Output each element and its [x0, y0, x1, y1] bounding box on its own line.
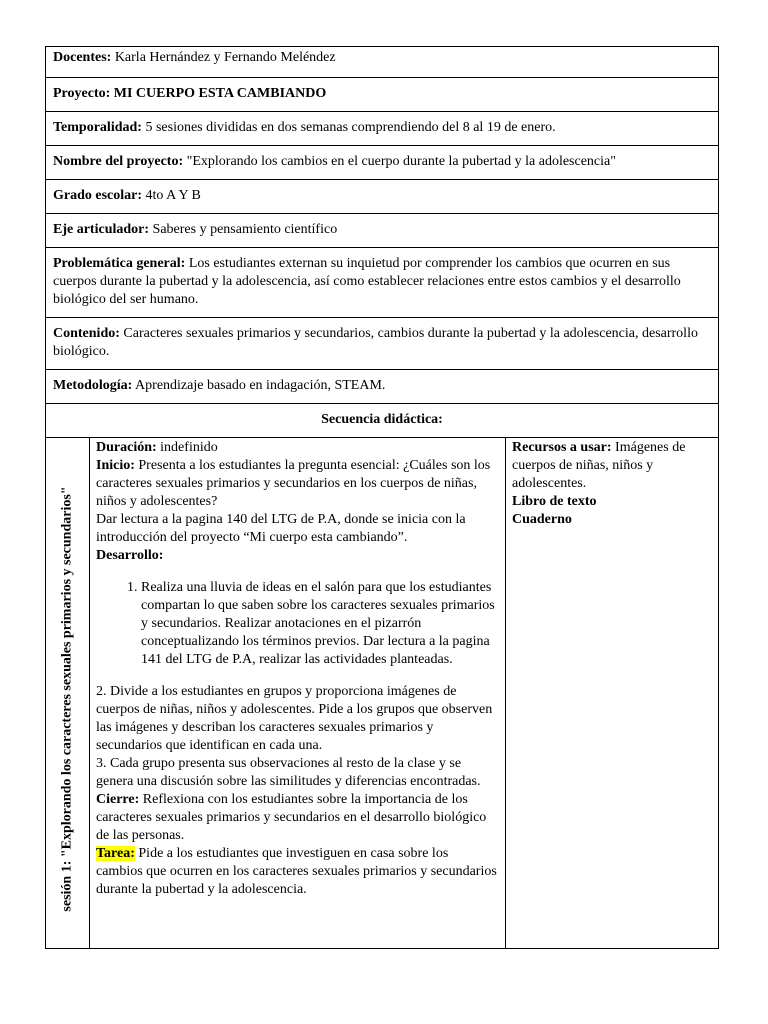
tarea-label: Tarea:: [96, 846, 135, 861]
row-docentes: [46, 47, 719, 78]
step-2-text: 2. Divide a los estudiantes en grupos y proporciona imágenes de cuerpos de niñas, niños y adolescentes. Pide a los grupos que observen las imágenes y describan los caracteres sexuales primarios y secundarios que identifican en cada una.: [96, 684, 493, 753]
resource-item-cuaderno: Cuaderno: [512, 512, 572, 527]
grado-label: Grado escolar:: [53, 188, 143, 203]
row-nombre-proyecto: [46, 146, 719, 180]
row-session-1: [46, 438, 719, 949]
docentes-label: Docentes:: [53, 50, 112, 65]
sequence-title: Secuencia didáctica:: [321, 412, 443, 427]
list-item: 1. Realiza una lluvia de ideas en el salón para que los estudiantes compartan lo que saben sobre los caracteres sexuales primarios y secundarios. Realizar anotaciones en el pizarrón conceptualizando los términos previos. Dar lectura a la pagina 141 del LTG de P.A, realizar las actividades planteadas.: [141, 579, 498, 669]
desarrollo-list: [96, 579, 498, 669]
proyecto-value: MI CUERPO ESTA CAMBIANDO: [110, 86, 327, 101]
metodologia-label: Metodología:: [53, 378, 133, 393]
row-problematica: [46, 248, 719, 318]
nombre-proyecto-value: "Explorando los cambios en el cuerpo durante la pubertad y la adolescencia": [183, 154, 616, 169]
inicio-text: Presenta a los estudiantes la pregunta esencial: ¿Cuáles son los caracteres sexuales primarios y secundarios en los cuerpos de niñas, niños y adolescentes?: [96, 458, 491, 509]
session-activities-cell: [90, 438, 506, 949]
grado-value: 4to A Y B: [142, 188, 201, 203]
problematica-label: Problemática general:: [53, 256, 186, 271]
problematica-value: Los estudiantes externan su inquietud por comprender los cambios que ocurren en sus cuerpos durante la pubertad y la adolescencia, así como establecer relaciones entre estos cambios y el desarrollo biológico del ser humano.: [53, 256, 681, 307]
session-vertical-title: sesión 1: "Explorando los caracteres sexuales primarios y secundarios": [60, 486, 76, 912]
cierre-label: Cierre:: [96, 792, 140, 807]
resources-cell: [506, 438, 719, 949]
cierre-text: Reflexiona con los estudiantes sobre la importancia de los caracteres sexuales primarios y secundarios en el desarrollo biológico de las personas.: [96, 792, 487, 843]
tarea-text: Pide a los estudiantes que investiguen en casa sobre los cambios que ocurren en los caracteres sexuales primarios y secundarios durante la pubertad y la adolescencia.: [96, 846, 497, 897]
resource-item-libro: Libro de texto: [512, 494, 597, 509]
resources-label: Recursos a usar:: [512, 440, 612, 455]
step-3-text: 3. Cada grupo presenta sus observaciones al resto de la clase y se genera una discusión sobre las similitudes y diferencias encontradas.: [96, 756, 481, 789]
temporalidad-value: 5 sesiones divididas en dos semanas comprendiendo del 8 al 19 de enero.: [141, 120, 556, 135]
contenido-value: Caracteres sexuales primarios y secundarios, cambios durante la pubertad y la adolescencia, desarrollo biológico.: [53, 326, 698, 359]
nombre-proyecto-label: Nombre del proyecto:: [53, 154, 184, 169]
row-grado-escolar: [46, 180, 719, 214]
metodologia-value: Aprendizaje basado en indagación, STEAM.: [132, 378, 386, 393]
desarrollo-label: Desarrollo:: [96, 548, 164, 563]
row-eje-articulador: [46, 214, 719, 248]
lectura-text: Dar lectura a la pagina 140 del LTG de P.A, donde se inicia con la introducción del proyecto “Mi cuerpo esta cambiando”.: [96, 512, 466, 545]
row-proyecto: [46, 78, 719, 112]
session-side-cell: [46, 438, 90, 949]
lesson-plan-table: [45, 46, 719, 949]
eje-label: Eje articulador:: [53, 222, 150, 237]
inicio-label: Inicio:: [96, 458, 135, 473]
row-secuencia-title: [46, 404, 719, 438]
duracion-value: indefinido: [156, 440, 218, 455]
resources-text: Imágenes de cuerpos de niñas, niños y adolescentes.: [512, 440, 686, 491]
row-metodologia: [46, 370, 719, 404]
temporalidad-label: Temporalidad:: [53, 120, 142, 135]
lesson-plan-document: [45, 46, 718, 949]
duracion-label: Duración:: [96, 440, 157, 455]
eje-value: Saberes y pensamiento científico: [149, 222, 338, 237]
docentes-value: Karla Hernández y Fernando Meléndez: [111, 50, 336, 65]
row-contenido: [46, 318, 719, 370]
row-temporalidad: [46, 112, 719, 146]
proyecto-label: Proyecto:: [53, 86, 111, 101]
contenido-label: Contenido:: [53, 326, 120, 341]
